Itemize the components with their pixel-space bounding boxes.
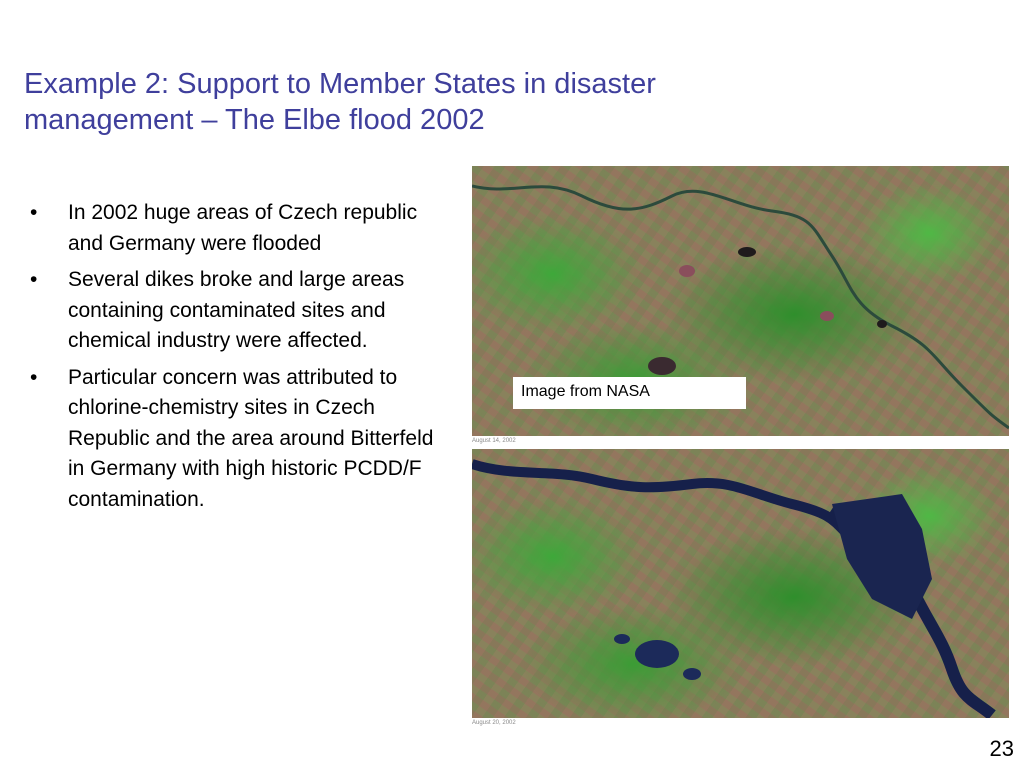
bullet-glyph: • [30,201,38,224]
bullet-text: Several dikes broke and large areas containing contaminated sites and chemical industry were affected. [68,268,405,352]
list-item [30,363,442,516]
page-number: 23 [989,736,1014,761]
bullet-glyph: • [30,365,38,389]
bullet-list [30,198,442,521]
list-item [30,265,442,357]
bullet-text: Particular concern was attributed to chlorine-chemistry sites in Czech Republic and the area around Bitterfeld in Germany with high historic PCDD/F contamination. [68,365,434,511]
bullet-glyph: • [30,268,38,291]
list-item [30,198,442,259]
flood-overlay [472,449,1009,718]
slide-title: Example 2: Support to Member States in disaster management – The Elbe flood 2002 [24,68,656,136]
satellite-image-after [472,449,1009,718]
image-credit: Image from NASA [513,377,746,409]
bullet-text: In 2002 huge areas of Czech republic and Germany were flooded [68,201,418,255]
image-date-top: August 14, 2002 [472,438,516,444]
image-date-bottom: August 20, 2002 [472,720,516,726]
